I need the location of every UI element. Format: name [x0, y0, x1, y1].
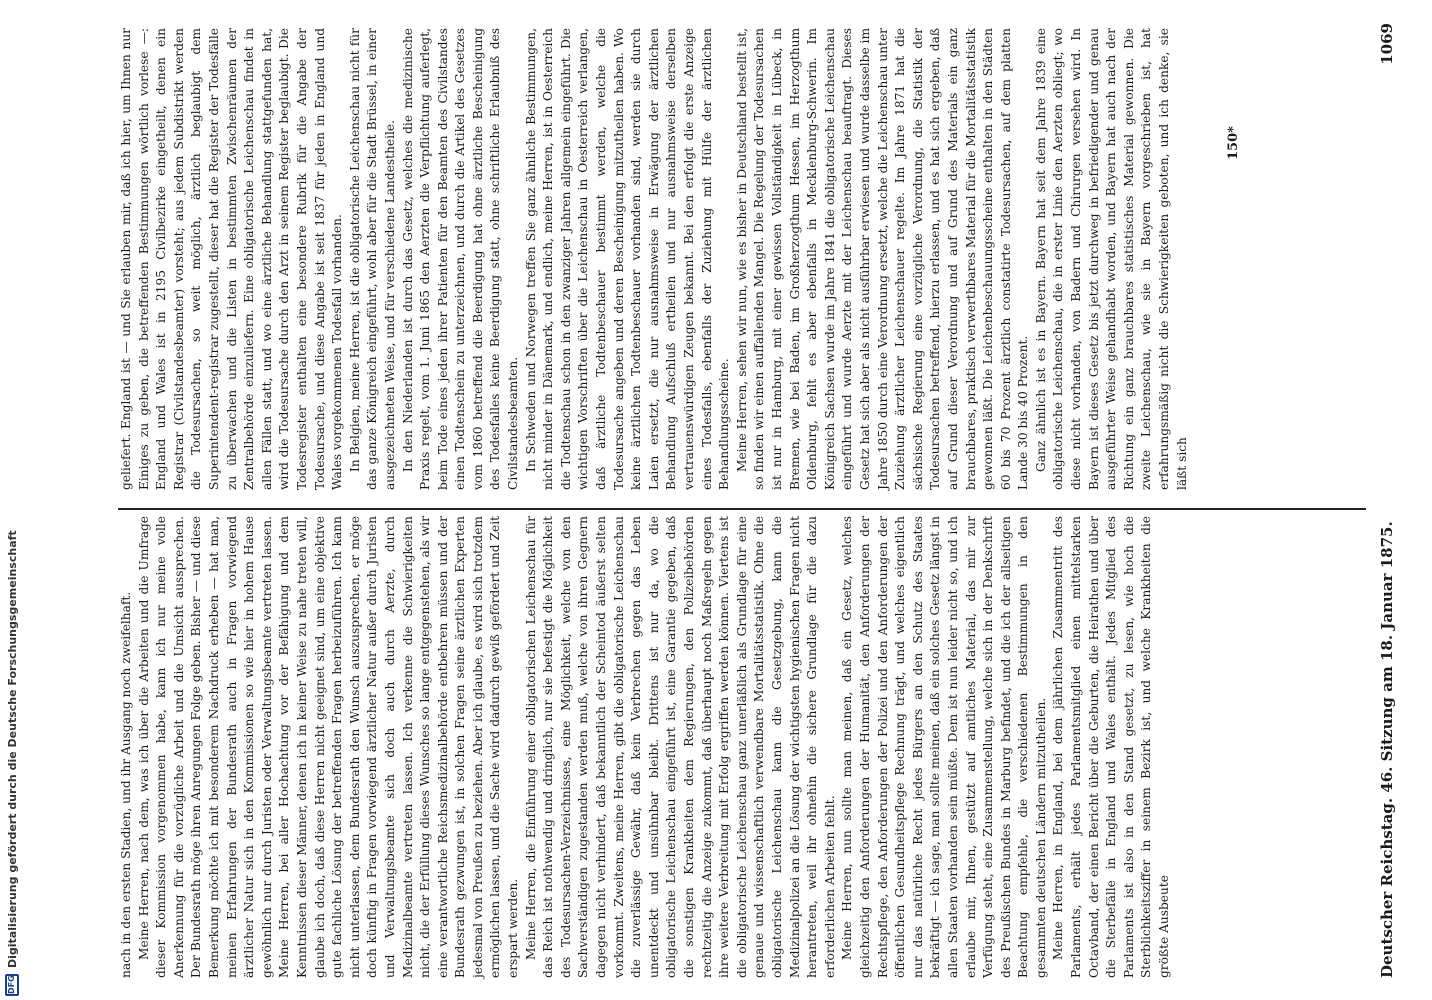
- left-paragraph: Meine Herren, die Einführung einer obligatorischen Leichenschau für das Reich ist nothwendig und dringlich, nur sie befestigt die Möglichkeit des Todesursachen-Verzeichnisses, eine Möglichkeit, welche von den Sachverständigen zugestanden werden muß, welche von ihren Gegnern dagegen nicht verhindert, daß bekanntlich der Scheintod äußerst selten vorkommt. Zweitens, meine Herren, gibt die obligatorische Leichenschau die zuverlässige Gewähr, daß kein Verbrechen gegen das Leben unentdeckt und unsühnbar bleibt. Drittens ist nur da, wo die obligatorische Leichenschau eingeführt ist, eine Garantie gegeben, daß die sonstigen Krankheiten dem Regierungen, den Polizeibehörden rechtzeitig die Anzeige zukommt, daß überhaupt noch Maßregeln gegen ihre weitere Verbreitung mit Erfolg ergriffen werden können. Viertens ist die obligatorische Leichenschau ganz unerläßlich als Grundlage für eine genaue und wissenschaftlich verwendbare Mortalitätsstatistik. Ohne die obligatorische Leichenschau kann die Gesetzgebung, kann die Medizinalpolizei an die Lösung der wichtigsten hygienischen Fragen nicht herantreten, weil ihr ohnehin die sichere Grundlage für die dazu erforderlichen Arbeiten fehlt.: [523, 516, 837, 978]
- right-column: [118, 28, 1226, 490]
- digitization-credit: [0, 0, 26, 1000]
- page-number: 1069: [1378, 23, 1396, 65]
- left-paragraph: Meine Herren, nach dem, was ich über die Arbeiten und die Umfrage dieser Kommission vorgenommen habe, kann ich nur meine volle Anerkennung für die vorzügliche Arbeit und die Umsicht aussprechen. Der Bundesrath möge ihren Anregungen Folge geben. Bisher — und diese Bemerkung möchte ich mit besonderem Nachdruck erheben — hat man, meinen Erfahrungen der Bundesrath auch in Fragen vorwiegend ärztlicher Natur sich in den Kommissionen so wie hier in hohem Hause gewöhnlich nur durch Juristen oder Verwaltungsbeamte vertreten lassen. Meine Herren, bei aller Hochachtung vor der Befähigung und dem Kenntnissen dieser Männer, denen ich in keiner Weise zu nahe treten will, glaube ich doch, daß diese Herren nicht geeignet sind, um eine objektive gute fachliche Lösung der betreffenden Fragen herbeizuführen. Ich kann nicht unterlassen, dem Bundesrath den Wunsch auszusprechen, er möge doch künftig in Fragen vorwiegend ärztlicher Natur außer durch Juristen und Verwaltungsbeamte sich doch auch durch Aerzte, durch Medizinalbeamte vertreten lassen. Ich verkenne die Schwierigkeiten nicht, die der Erfüllung dieses Wunsches so lange entgegenstehen, als wir eine verantwortliche Reichsmedizinalbehörde entbehren müssen und der Bundesrath gezwungen ist, in solchen Fragen seine ärztlichen Experten jedesmal von Preußen zu beziehen. Aber ich glaube, es wird sich trotzdem ermöglichen lassen, und die Sache wird dadurch gewiß gefördert und Zeit erspart werden.: [136, 516, 521, 978]
- right-paragraph: Meine Herren, sehen wir nun, wie es bisher in Deutschland bestellt ist, so finden wir einen auffallenden Mangel. Die Regelung der Todesursachen ist nur in Hamburg, mit einer gewissen Vollständigkeit in Lübeck, in Bremen, wie bei Baden, im Großherzogthum Hessen, im Herzogthum Oldenburg, fehlt es aber ebenfalls in Mecklenburg-Schwerin. Im Königreich Sachsen wurde im Jahre 1841 die obligatorische Leichenschau eingeführt und wurde Aerzte mit der Leichenschau beauftragt. Dieses Gesetz hat sich aber als nicht ausführbar erwiesen und wurde dasselbe im Jahre 1850 durch eine Verordnung ersetzt, welche die Leichenschau unter Zuziehung ärztlicher Leichenschauer regelte. Im Jahre 1871 hat die sächsische Regierung eine vorzügliche Verordnung, die Statistik der Todesursachen betreffend, hierzu erlassen, und es hat sich ergeben, daß auf Grund dieser Verordnung und auf Grund des Materials ein ganz brauchbares, praktisch verwerthbares Material für die Mortalitätsstatistik gewonnen läßt. Die Leichenbeschauungsscheine enthalten in den Städten 60 bis 70 Prozent ärztlich constatirte Todesursachen, auf dem platten Lande 30 bis 40 Prozent.: [734, 27, 1031, 490]
- right-paragraph: In Schweden und Norwegen treffen Sie ganz ähnliche Bestimmungen, nicht minder in Dänemark, und endlich, meine Herren, ist in Oesterreich die Todtenschau schon in den zwanziger Jahren allgemein eingeführt. Die wichtigen Vorschriften über die Leichenschau in Oesterreich verlangen, daß ärztliche Todtenbeschauer bestimmt werden, welche die Todesursache angeben und deren Bescheinigung mitzutheilen haben. Wo keine ärztlichen Todtenbeschauer vorhanden sind, werden sie durch Laien ersetzt, die nur ausnahmsweise in Erwägung der ärztlichen Behandlung Aufschluß ertheilen und nur ausnahmsweise derselben vertrauenswürdigen Zeugen bekannt. Bei den erfolgt die erste Anzeige eines Todesfalls, ebenfalls der Zuziehung mit Hülfe der ärztlichen Behandlungsscheine.: [523, 28, 732, 490]
- column-divider: [118, 508, 1366, 510]
- page-header: [1378, 23, 1402, 978]
- left-paragraph: Meine Herren, nun sollte man meinen, daß ein Gesetz, welches gleichzeitig den Anforderungen der Humanität, den Anforderungen der Rechtspflege, den Anforderungen der Polizei und den Anforderungen der öffentlichen Gesundheitspflege Rechnung trägt, und welches eigentlich nur das natürliche Recht jedes Bürgers an den Schutz des Staates bekräftigt — ich sage, man sollte meinen, daß ein solches Gesetz längst in allen Staaten vorhanden sein müßte. Dem ist nun leider nicht so, und ich erlaube mir, Ihnen, gestützt auf amtliches Material, das mir zur Verfügung steht, eine Zusammenstellung, welche sich in der Denkschrift des Preußischen Bundes in Marburg befindet, und die ich der allseitigen Beachtung empfehle, die verschiedenen Bestimmungen in den gesammten deutschen Ländern mitzutheilen.: [840, 516, 1048, 978]
- signature-mark: 150*: [1226, 126, 1241, 160]
- left-paragraph: Meine Herren, in England, bei dem jährlichen Zusammentritt des Parlaments, erhält jedes Parlamentsmitglied einen mittelstarken Octavband, der einen Bericht über die Geburten, die Heirathen und über die Sterbefälle in England und Wales enthält. Jedes Mitglied des Parlaments ist also in den Stand gesetzt, zu lesen, wie hoch die Sterblichkeitsziffer in seinem Bezirk ist, und welche Krankheiten die größte Ausbeute: [1051, 516, 1172, 978]
- right-paragraph: In den Niederlanden ist durch das Gesetz, welches die medizinische Praxis regelt, vom 1. Juni 1865 den Aerzten die Verpflichtung auferlegt, beim Tode eines jeden ihrer Patienten für den Beamten des Civilstandes einen Todtenschein zu unterzeichnen, und durch die Artikel des Gesetzes vom 1860 betreffend die Beerdigung hat ohne ärztliche Bescheinigung des Todesfalles keine Beerdigung statt, ohne schriftliche Erlaubniß des Civilstandesbeamten.: [400, 28, 521, 490]
- left-column: [118, 516, 1373, 978]
- right-paragraph: geliefert. England ist — und Sie erlauben mir, daß ich hier, um Ihnen nur Einiges zu geben, die betreffenden Bestimmungen wörtlich vorlese —: England und Wales ist in 2195 Civilbezirke eingetheilt, denen ein Registrar (Civilstandesbeamter) vorsteht; aus jedem Subdistrikt werden die Todesursachen, so weit möglich, ärztlich beglaubigt dem Superintendent-registrar zugestellt, dieser hat die Register der Todesfälle zu überwachen und die Listen in bestimmten Zwischenräumen der Zentralbehörde einzuliefern. Eine obligatorische Leichenschau findet in allen Fällen statt, und wo eine ärztliche Behandlung stattgefunden hat, wird die Todesursache durch den Arzt in seinem Register beglaubigt. Die Todesregister enthalten eine besondere Rubrik für die Angabe der Todesursache, und diese Angabe ist seit 1837 für jeden in England und Wales vorgekommenen Todesfall vorhanden.: [119, 28, 345, 490]
- left-paragraph: nach in den ersten Stadien, und ihr Ausgang noch zweifelhaft.: [119, 591, 133, 978]
- digitization-note: Digitalisierung gefördert durch die Deutsche Forschungsgemeinschaft: [6, 530, 19, 968]
- dfg-logo: DFG: [5, 974, 19, 996]
- right-paragraph: In Belgien, meine Herren, ist die obligatorische Leichenschau nicht für das ganze Königreich eingeführt, wohl aber für die Stadt Brüssel, in einer ausgezeichneten Weise, und für verschiedene Landestheile.: [347, 28, 397, 490]
- page-header-title: Deutscher Reichstag. 46. Sitzung am 18. Januar 1875.: [1378, 521, 1396, 978]
- right-paragraph: Ganz ähnlich ist es in Bayern. Bayern hat seit dem Jahre 1839 eine obligatorische Leichenschau, die in erster Linie den Aerzten obliegt; wo diese nicht vorhanden, von Badern und Chirurgen versehen wird. In Bayern ist dieses Gesetz bis jetzt durchweg in befriedigender und genau ausgeführter Weise gehandhabt worden, und Bayern hat auch nach der Richtung ein ganz brauchbares statistisches Material gewonnen. Die zweite Leichenschau, wie sie in Bayern vorgeschrieben ist, hat erfahrungsmäßig nicht die Schwierigkeiten geboten, und ich denke, sie läßt sich: [1033, 28, 1189, 490]
